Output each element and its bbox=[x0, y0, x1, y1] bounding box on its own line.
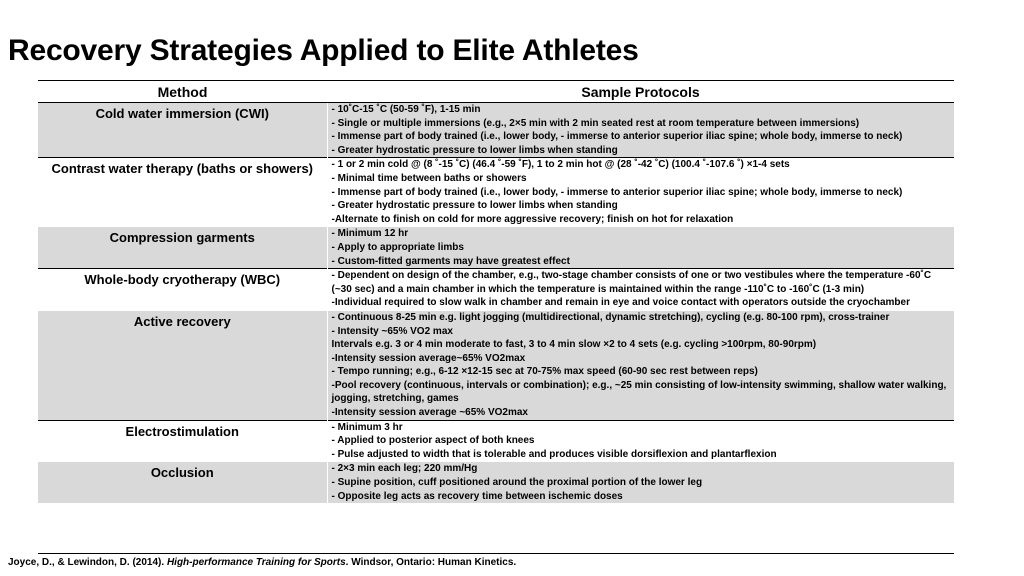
table-row bbox=[38, 158, 954, 227]
method-cell: Occlusion bbox=[38, 462, 327, 503]
protocol-line: - Intensity ~65% VO2 max bbox=[331, 325, 453, 337]
protocol-line: - 10˚C-15 ˚C (50-59 ˚F), 1-15 min bbox=[331, 104, 481, 115]
header-protocols: Sample Protocols bbox=[327, 81, 954, 103]
protocol-line: - Single or multiple immersions (e.g., 2×5 min with 2 min seated rest at room temperature between immersions) bbox=[331, 117, 860, 129]
protocol-line: - Minimum 12 hr bbox=[331, 228, 409, 240]
protocol-line: - Custom-fitted garments may have greatest effect bbox=[331, 255, 570, 267]
protocol-line: - Immense part of body trained (i.e., lower body, - immerse to anterior superior iliac spine; whole body, immerse to neck) bbox=[331, 186, 903, 198]
table-row bbox=[38, 227, 954, 269]
protocol-line: - Opposite leg acts as recovery time between ischemic doses bbox=[331, 490, 623, 502]
protocol-line: -Individual required to slow walk in chamber and remain in eye and voice contact with operators outside the cryochamber bbox=[331, 297, 910, 309]
protocols-cell bbox=[327, 103, 954, 158]
protocols-cell bbox=[327, 420, 954, 462]
method-cell: Active recovery bbox=[38, 310, 327, 420]
protocol-line: - Greater hydrostatic pressure to lower limbs when standing bbox=[331, 200, 618, 212]
protocol-line: -Alternate to finish on cold for more aggressive recovery; finish on hot for relaxation bbox=[331, 213, 734, 225]
protocol-line: - 2×3 min each leg; 220 mm/Hg bbox=[331, 463, 478, 475]
protocols-cell bbox=[327, 227, 954, 269]
protocol-line: -Intensity session average~65% VO2max bbox=[331, 352, 526, 364]
method-cell: Compression garments bbox=[38, 227, 327, 269]
protocol-line: - Tempo running; e.g., 6-12 ×12-15 sec at 70-75% max speed (60-90 sec rest between reps) bbox=[331, 366, 758, 378]
protocol-line: -Intensity session average ~65% VO2max bbox=[331, 407, 528, 419]
protocol-line: - 1 or 2 min cold @ (8 ˚-15 ˚C) (46.4 ˚-59 ˚F), 1 to 2 min hot @ (28 ˚-42 ˚C) (100.4 ˚-107.6 ˚) ×1-4 sets bbox=[331, 159, 790, 171]
protocol-line: - Continuous 8-25 min e.g. light jogging (multidirectional, dynamic stretching), cycling (e.g. 80-100 rpm), cross-trainer bbox=[331, 311, 890, 323]
protocol-line: - Dependent on design of the chamber, e.g., two-stage chamber consists of one or two vestibules where the temperature -60˚C (~30 sec) and a main chamber in which the temperature is maintained within the range -110˚C to -160˚C (1-3 min) bbox=[331, 270, 932, 295]
method-cell: Contrast water therapy (baths or showers) bbox=[38, 158, 327, 227]
protocol-line: - Minimum 3 hr bbox=[331, 421, 403, 433]
table-row bbox=[38, 269, 954, 311]
slide-title: Recovery Strategies Applied to Elite Athletes bbox=[8, 34, 639, 67]
protocols-table bbox=[38, 80, 954, 503]
protocol-line: - Greater hydrostatic pressure to lower limbs when standing bbox=[331, 144, 618, 156]
protocols-cell bbox=[327, 269, 954, 311]
protocol-line: - Applied to posterior aspect of both knees bbox=[331, 435, 535, 447]
table-header-row bbox=[38, 81, 954, 103]
method-cell: Cold water immersion (CWI) bbox=[38, 103, 327, 158]
protocol-line: -Pool recovery (continuous, intervals or combination); e.g., ~25 min consisting of low-intensity swimming, shallow water walking, jogging, stretching, games bbox=[331, 379, 947, 405]
method-cell: Electrostimulation bbox=[38, 420, 327, 462]
source-citation bbox=[8, 557, 516, 568]
protocol-line: - Apply to appropriate limbs bbox=[331, 241, 464, 253]
citation-authors: Joyce, D., & Lewindon, D. (2014). bbox=[8, 557, 167, 568]
protocols-cell bbox=[327, 462, 954, 503]
method-cell: Whole-body cryotherapy (WBC) bbox=[38, 269, 327, 311]
protocol-line: Intervals e.g. 3 or 4 min moderate to fast, 3 to 4 min slow ×2 to 4 sets (e.g. cycling >100rpm, 80-90rpm) bbox=[331, 339, 817, 351]
protocols-cell bbox=[327, 310, 954, 420]
citation-publisher: . Windsor, Ontario: Human Kinetics. bbox=[345, 557, 517, 568]
table-row bbox=[38, 420, 954, 462]
table-row bbox=[38, 103, 954, 158]
citation-book-title: High-performance Training for Sports bbox=[166, 557, 346, 568]
recovery-table bbox=[38, 80, 954, 503]
header-method: Method bbox=[38, 81, 327, 103]
table-row bbox=[38, 310, 954, 420]
protocol-line: - Minimal time between baths or showers bbox=[331, 172, 527, 184]
protocol-line: - Immense part of body trained (i.e., lower body, - immerse to anterior superior iliac spine; whole body, immerse to neck) bbox=[331, 131, 903, 143]
table-bottom-rule bbox=[38, 553, 954, 554]
protocol-line: - Supine position, cuff positioned around the proximal portion of the lower leg bbox=[331, 477, 703, 489]
table-body bbox=[38, 103, 954, 504]
protocol-line: - Pulse adjusted to width that is tolerable and produces visible dorsiflexion and plantarflexion bbox=[331, 448, 777, 460]
table-row bbox=[38, 462, 954, 503]
protocols-cell bbox=[327, 158, 954, 227]
